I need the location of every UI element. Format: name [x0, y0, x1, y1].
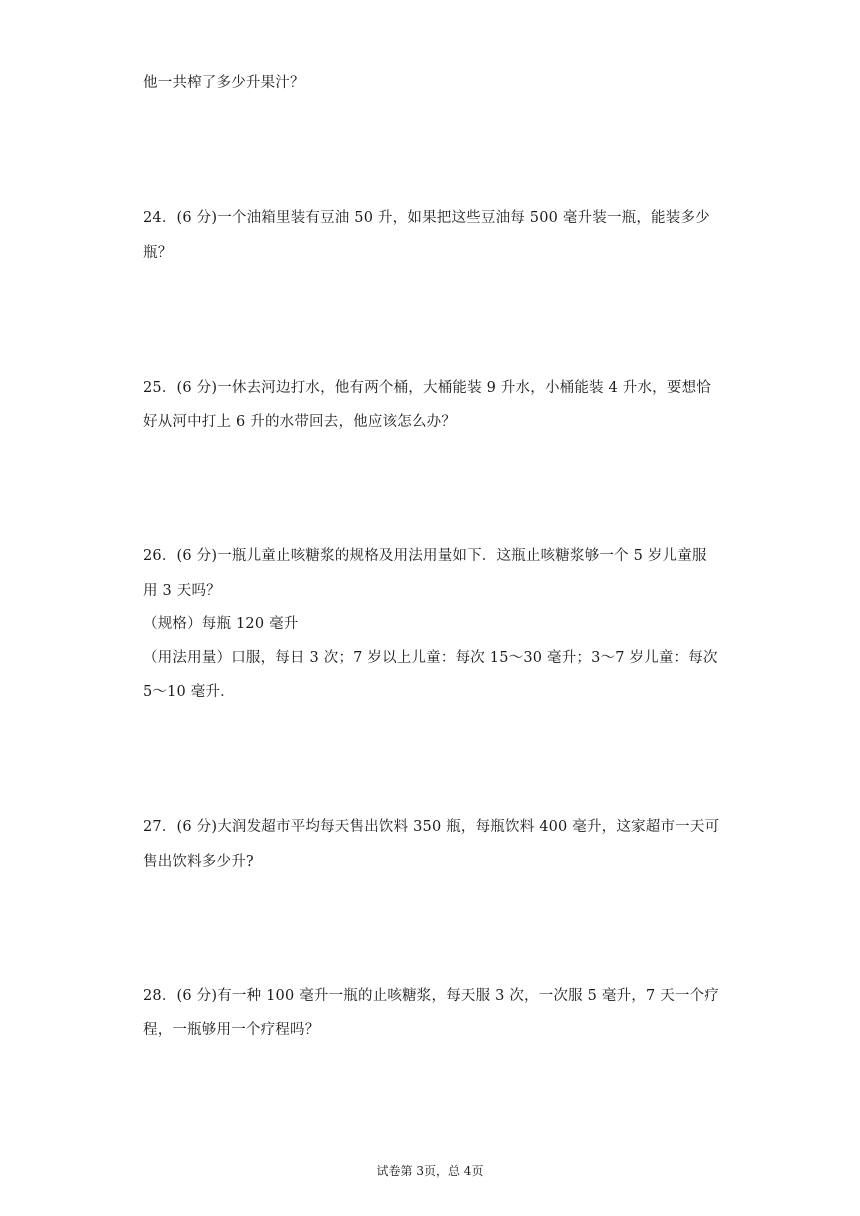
- question-24-text-line1: 24．(6 分)一个油箱里装有豆油 50 升，如果把这些豆油每 500 毫升装一瓶，能装多少: [143, 210, 710, 226]
- question-26-usage-line2: 5～10 毫升．: [143, 684, 235, 700]
- question-27-text-line1: 27．(6 分)大润发超市平均每天售出饮料 350 瓶，每瓶饮料 400 毫升，这家超市一天可: [143, 819, 720, 835]
- question-27-text-line2: 售出饮料多少升?: [143, 854, 254, 870]
- question-26-usage-line1: （用法用量）口服，每日 3 次；7 岁以上儿童：每次 15～30 毫升；3～7 岁儿童：每次: [143, 650, 718, 666]
- question-24-text-line2: 瓶？: [143, 245, 173, 261]
- question-28-text-line1: 28．(6 分)有一种 100 毫升一瓶的止咳糖浆，每天服 3 次，一次服 5 毫升，7 天一个疗: [143, 988, 720, 1004]
- question-25-text-line2: 好从河中打上 6 升的水带回去，他应该怎么办？: [143, 414, 457, 430]
- question-26-text-line1: 26．(6 分)一瓶儿童止咳糖浆的规格及用法用量如下．这瓶止咳糖浆够一个 5 岁儿童服: [143, 548, 707, 564]
- question-26-text-line2: 用 3 天吗？: [143, 583, 221, 599]
- question-25-text-line1: 25．(6 分)一休去河边打水，他有两个桶，大桶能装 9 升水，小桶能装 4 升水，要想恰: [143, 380, 711, 396]
- question-28-text-line2: 程，一瓶够用一个疗程吗？: [143, 1022, 320, 1038]
- question-26-spec: （规格）每瓶 120 毫升: [143, 616, 299, 632]
- page-footer: 试卷第 3页，总 4页: [376, 1164, 484, 1178]
- question-23-text: 他一共榨了多少升果汁？: [143, 75, 305, 91]
